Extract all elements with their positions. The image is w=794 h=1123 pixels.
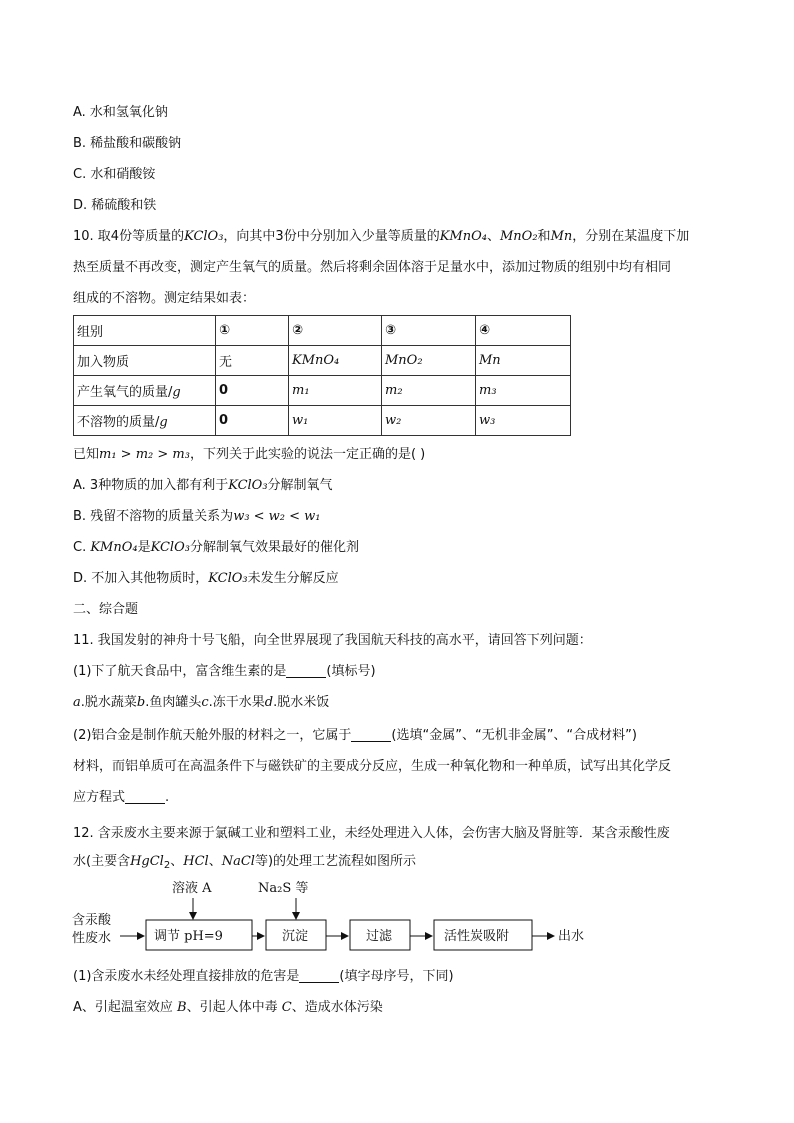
answer-blank[interactable]: [125, 789, 165, 804]
table-cell: m₃: [476, 376, 571, 406]
q10-option-b: B. 残留不溶物的质量关系为w₃ < w₂ < w₁: [73, 509, 321, 524]
table-header-2: ②: [289, 316, 382, 346]
flow-step-label: 调节 pH=9: [154, 929, 223, 944]
table-cell: 无: [216, 346, 289, 376]
flow-reagent-2: Na₂S 等: [258, 881, 309, 896]
answer-blank[interactable]: [286, 663, 326, 678]
answer-blank[interactable]: [299, 968, 339, 983]
formula-kclo3: KClO₃: [184, 229, 224, 244]
table-header-3: ③: [382, 316, 476, 346]
flow-source-line1: 含汞酸: [72, 913, 112, 928]
table-header-1: ①: [216, 316, 289, 346]
q11-part2-line3: 应方程式 .: [73, 790, 170, 805]
flow-reagent-1: 溶液 A: [172, 881, 212, 896]
table-cell: MnO₂: [382, 346, 476, 376]
answer-blank[interactable]: [351, 727, 391, 742]
formula-kmno4: KMnO₄: [439, 229, 487, 244]
q10-option-c: C. KMnO₄是KClO₃分解制氧气效果最好的催化剂: [73, 540, 359, 555]
q10-stem-line2: 热至质量不再改变，测定产生氧气的质量。然后将剩余固体溶于足量水中，添加过物质的组别中均有相同: [73, 260, 672, 275]
q12-stem-line1: 12. 含汞废水主要来源于氯碱工业和塑料工业，未经处理进入人体，会伤害大脑及肾脏等．某含汞酸性废: [73, 826, 670, 841]
table-cell: 产生氧气的质量/g: [74, 376, 216, 406]
table-header-group: 组别: [74, 316, 216, 346]
flow-step-label: 过滤: [366, 929, 393, 944]
q11-part2-line2: 材料，而铝单质可在高温条件下与磁铁矿的主要成分反应，生成一种氧化物和一种单质，试写出其化学反: [73, 759, 672, 774]
process-flow-diagram: [60, 872, 620, 964]
q12-choices: A、引起温室效应 B、引起人体中毒 C、造成水体污染: [73, 1000, 383, 1015]
table-cell: w₃: [476, 406, 571, 436]
q10-stem-line1: 10. 取4份等质量的KClO₃，向其中3份中分别加入少量等质量的KMnO₄、MnO₂和Mn，分别在某温度下加: [73, 229, 690, 244]
table-cell: KMnO₄: [289, 346, 382, 376]
q11-stem: 11. 我国发射的神舟十号飞船，向全世界展现了我国航天科技的高水平，请回答下列问题：: [73, 633, 592, 648]
section-heading: 二、综合题: [73, 602, 139, 617]
q11-part1: (1)下了航天食品中，富含维生素的是 (填标号): [73, 664, 376, 679]
table-cell: w₂: [382, 406, 476, 436]
flow-step-label: 活性炭吸附: [444, 929, 510, 944]
q9-option-d: D. 稀硫酸和铁: [73, 198, 157, 213]
table-cell: 不溶物的质量/g: [74, 406, 216, 436]
table-cell: m₂: [382, 376, 476, 406]
table-row: [74, 346, 571, 376]
q10-option-a: A. 3种物质的加入都有利于KClO₃分解制氧气: [73, 478, 333, 493]
formula-mn: Mn: [550, 229, 573, 244]
formula-mno2: MnO₂: [499, 229, 538, 244]
table-row: [74, 406, 571, 436]
q12-stem-line2: 水(主要含HgCl$_2$、HCl、NaCl等)的处理工艺流程如图所示: [73, 854, 417, 871]
table-cell: Mn: [476, 346, 571, 376]
q12-part1: (1)含汞废水未经处理直接排放的危害是 (填字母序号，下同): [73, 969, 454, 984]
flow-step-label: 沉淀: [282, 929, 309, 944]
table-row: [74, 376, 571, 406]
q11-part2: (2)铝合金是制作航天舱外服的材料之一，它属于 (选填“金属”、“无机非金属”、“合成材料”): [73, 728, 637, 743]
q9-option-a: A. 水和氢氧化钠: [73, 105, 168, 120]
flow-output: 出水: [558, 929, 585, 944]
q9-option-b: B. 稀盐酸和碳酸钠: [73, 136, 182, 151]
experiment-table: [73, 315, 571, 436]
table-cell: 加入物质: [74, 346, 216, 376]
table-cell: w₁: [289, 406, 382, 436]
flow-source-line2: 性废水: [72, 931, 112, 946]
q11-choices: a.脱水蔬菜b.鱼肉罐头c.冻干水果d.脱水米饭: [73, 695, 330, 710]
q9-option-c: C. 水和硝酸铵: [73, 167, 156, 182]
q10-stem-line3: 组成的不溶物。测定结果如表：: [73, 291, 256, 306]
q10-known-condition: 已知m₁ > m₂ > m₃，下列关于此实验的说法一定正确的是( ): [73, 447, 426, 462]
table-cell: 0: [216, 376, 289, 406]
table-header-4: ④: [476, 316, 571, 346]
q10-option-d: D. 不加入其他物质时，KClO₃未发生分解反应: [73, 571, 339, 586]
table-cell: m₁: [289, 376, 382, 406]
table-row: [74, 316, 571, 346]
table-cell: 0: [216, 406, 289, 436]
